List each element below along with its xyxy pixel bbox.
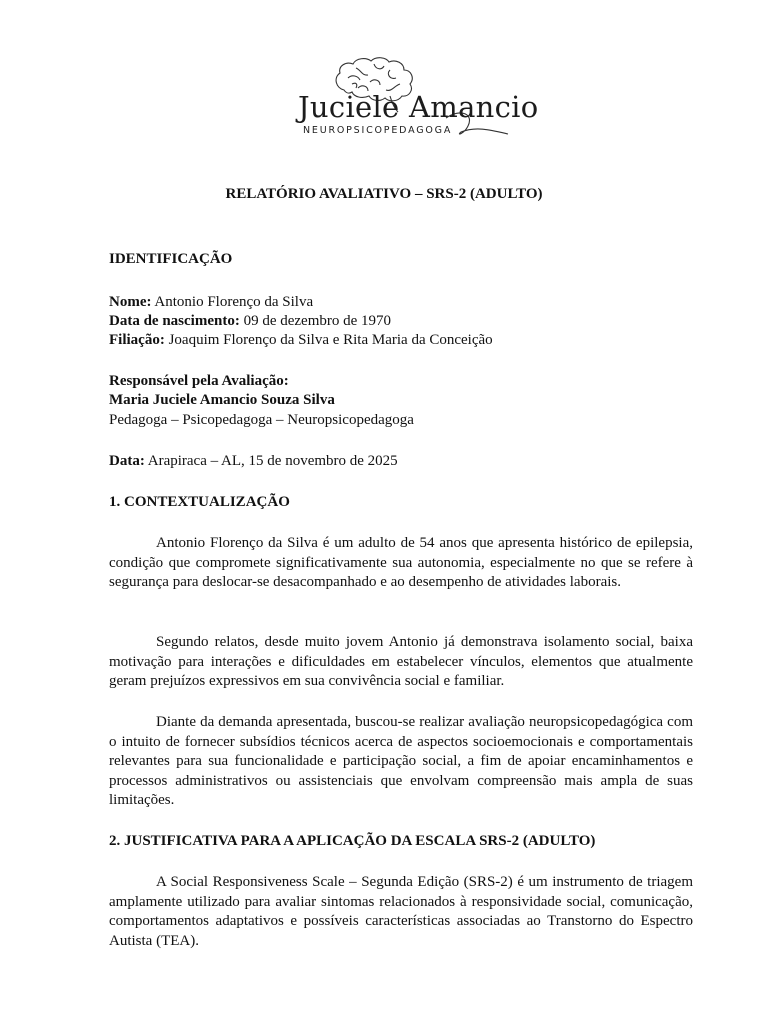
evaluator-name: Maria Juciele Amancio Souza Silva <box>109 392 335 408</box>
logo-name: Juciele Amancio <box>298 90 539 124</box>
section-1-paragraph-1: Antonio Florenço da Silva é um adulto de 54 anos que apresenta histórico de epilepsia, condição que compromete significativamente sua autonomia, especialmente no que se refere à segurança para deslocar-se desacompanhado e ao desempenho de atividades laborais. <box>109 535 693 591</box>
birthdate-value: 09 de dezembro de 1970 <box>239 313 392 329</box>
date-line <box>109 452 398 472</box>
parents-value: Joaquim Florenço da Silva e Rita Maria da Conceição <box>164 332 493 348</box>
section-1-paragraph-3: Diante da demanda apresentada, buscou-se realizar avaliação neuropsicopedagógica com o intuito de fornecer subsídios técnicos acerca de aspectos socioemocionais e comportamentais relevantes para sua funcionalidade e participação social, a fim de apoiar encaminhamentos e processos administrativos ou assistenciais que envolvam compreensão mais ampla de suas limitações. <box>109 714 693 809</box>
birthdate-label: Data de nascimento: <box>109 313 240 329</box>
identification-heading: IDENTIFICAÇÃO <box>109 251 233 267</box>
name-label: Nome: <box>109 294 152 310</box>
evaluator-role: Pedagoga – Psicopedagoga – Neuropsicopedagoga <box>109 412 414 428</box>
report-title: RELATÓRIO AVALIATIVO – SRS-2 (ADULTO) <box>225 186 543 202</box>
parents-line <box>109 331 493 351</box>
name-value: Antonio Florenço da Silva <box>151 294 314 310</box>
parents-label: Filiação: <box>109 332 165 348</box>
birthdate-line <box>109 312 391 332</box>
brand-logo <box>286 48 539 158</box>
date-value: Arapiraca – AL, 15 de novembro de 2025 <box>144 453 398 469</box>
section-2-heading: 2. JUSTIFICATIVA PARA A APLICAÇÃO DA ESCALA SRS-2 (ADULTO) <box>109 833 596 849</box>
evaluator-label: Responsável pela Avaliação: <box>109 373 289 389</box>
section-1-heading: 1. CONTEXTUALIZAÇÃO <box>109 494 290 510</box>
logo-subtitle: NEUROPSICOPEDAGOGA <box>303 125 453 136</box>
name-line <box>109 293 313 313</box>
section-2-paragraph-1: A Social Responsiveness Scale – Segunda Edição (SRS-2) é um instrumento de triagem amplamente utilizado para avaliar sintomas relacionados à responsividade social, comunicação, comportamentos adaptativos e possíveis características associadas ao Transtorno do Espectro Autista (TEA). <box>109 874 693 949</box>
section-1-paragraph-2: Segundo relatos, desde muito jovem Antonio já demonstrava isolamento social, baixa motivação para interações e dificuldades em estabelecer vínculos, elementos que atualmente geram prejuízos expressivos em sua convivência social e familiar. <box>109 634 693 690</box>
date-label: Data: <box>109 453 145 469</box>
